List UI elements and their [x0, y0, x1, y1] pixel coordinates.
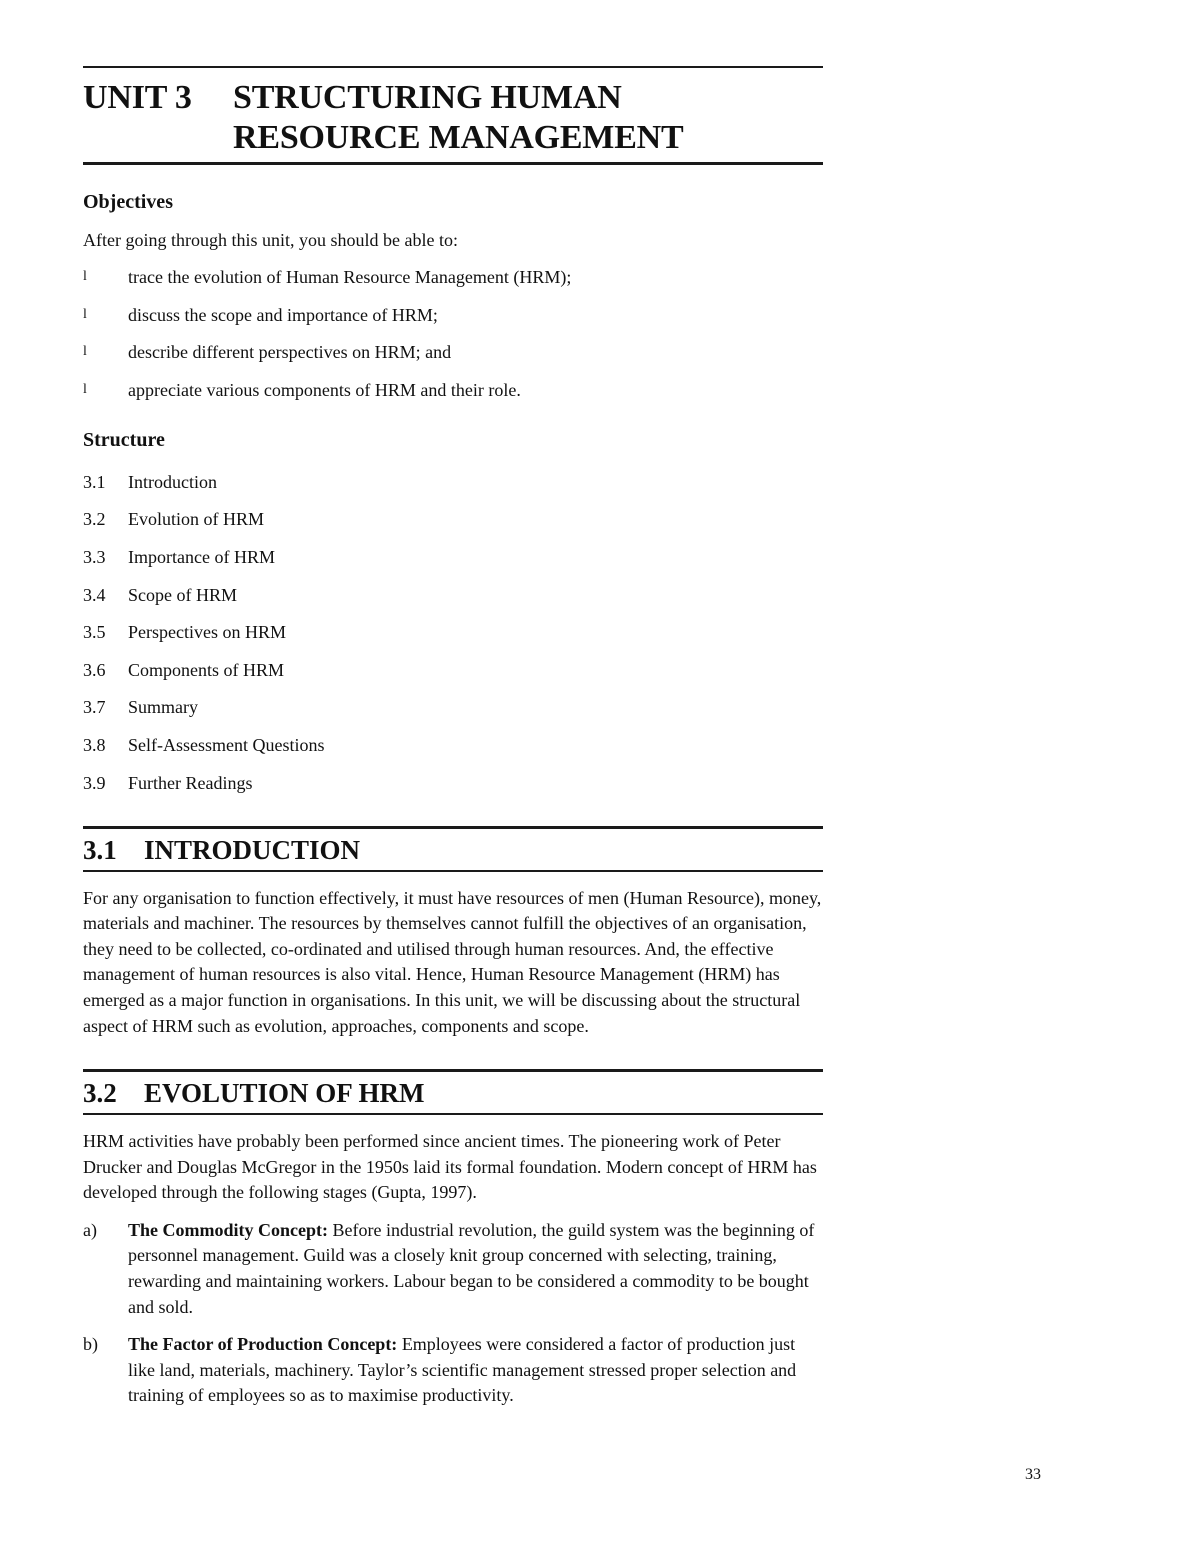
structure-item-number: 3.1 [83, 471, 106, 492]
unit-title-line-2: RESOURCE MANAGEMENT [233, 119, 684, 156]
objective-text: appreciate various components of HRM and their role. [128, 379, 521, 400]
item-text: Employees were considered a factor of production just like land, materials, machinery. Taylor’s scientific management stressed proper selection and training of employees so as to maximise productivity. [128, 1334, 797, 1406]
objective-text: discuss the scope and importance of HRM; [128, 304, 438, 325]
unit-number: UNIT 3 [83, 79, 192, 116]
structure-item [83, 469, 823, 495]
unit-bottom-rule [83, 162, 823, 165]
objectives-heading: Objectives [83, 191, 173, 213]
structure-item-label: Perspectives on HRM [128, 622, 286, 643]
structure-item [83, 506, 823, 532]
section-number: 3.2 [83, 1078, 117, 1109]
structure-item-number: 3.6 [83, 659, 106, 680]
item-term: The Commodity Concept: [128, 1219, 328, 1240]
structure-item-label: Scope of HRM [128, 584, 237, 605]
structure-item-number: 3.9 [83, 772, 106, 793]
objective-item [83, 377, 823, 403]
section-heading [83, 1072, 823, 1113]
objective-text: describe different perspectives on HRM; and [128, 342, 452, 363]
structure-heading: Structure [83, 428, 165, 451]
item-text: Before industrial revolution, the guild system was the beginning of personnel management. Guild was a closely knit group concerned with selecting, training, rewarding and maintaining workers. Labour began to be considered a commodity to be bought and sold. [128, 1219, 815, 1317]
section-bottom-rule [83, 1113, 823, 1115]
structure-item [83, 544, 823, 570]
section-evolution [83, 1069, 823, 1409]
objective-text: trace the evolution of Human Resource Management (HRM); [128, 267, 572, 287]
section-bottom-rule [83, 870, 823, 872]
objective-item [83, 302, 823, 328]
structure-item-label: Evolution of HRM [128, 509, 265, 530]
item-letter: b) [83, 1334, 98, 1355]
item-body [128, 1218, 823, 1320]
lettered-item [83, 1218, 823, 1320]
introduction-paragraph: For any organisation to function effectively, it must have resources of men (Human Resource), money, materials and machiner. The resources by themselves cannot fulfill the objectives of an organisation, they need to be collected, co-ordinated and utilised through human resources. And, the effective management of human resources is also vital. Hence, Human Resource Management (HRM) has emerged as a major function in organisations. In this unit, we will be discussing about the structural aspect of HRM such as evolution, approaches, components and scope. [83, 887, 822, 1036]
structure-item-number: 3.4 [83, 584, 106, 605]
structure-item [83, 770, 823, 796]
section-introduction [83, 826, 823, 1040]
structure-item [83, 619, 823, 645]
bullet-glyph: l [83, 381, 87, 397]
objectives-list [83, 264, 823, 403]
evolution-paragraph: HRM activities have probably been performed since ancient times. The pioneering work of Peter Drucker and Douglas McGregor in the 1950s laid its formal foundation. Modern concept of HRM has developed through the following stages (Gupta, 1997). [83, 1131, 817, 1203]
unit-title-line-1: STRUCTURING HUMAN [233, 79, 622, 116]
bullet-glyph: l [83, 344, 87, 360]
bullet-glyph: l [83, 269, 87, 284]
objective-item [83, 339, 823, 365]
section-title: EVOLUTION OF HRM [144, 1078, 425, 1109]
objective-item [83, 264, 823, 290]
item-letter: a) [83, 1219, 97, 1240]
structure-item-number: 3.8 [83, 734, 106, 755]
unit-title [83, 68, 823, 162]
section-title: INTRODUCTION [144, 834, 361, 865]
structure-item-label: Self-Assessment Questions [128, 734, 325, 755]
section-heading [83, 829, 823, 870]
unit-title-text [233, 78, 684, 158]
structure-item-label: Summary [128, 697, 198, 718]
structure-item-label: Further Readings [128, 772, 253, 793]
structure-item [83, 582, 823, 608]
structure-item-label: Importance of HRM [128, 546, 275, 567]
item-term: The Factor of Production Concept: [128, 1334, 398, 1355]
structure-item [83, 732, 823, 758]
section-number: 3.1 [83, 834, 117, 865]
document-page [83, 66, 823, 1409]
objectives-intro: After going through this unit, you should be able to: [83, 230, 458, 250]
structure-item-label: Components of HRM [128, 659, 285, 680]
structure-item [83, 657, 823, 683]
page-number: 33 [1025, 1466, 1041, 1483]
structure-list [83, 469, 823, 796]
structure-item-number: 3.5 [83, 622, 106, 643]
item-body [128, 1332, 823, 1409]
structure-item-number: 3.7 [83, 697, 106, 718]
lettered-item [83, 1332, 823, 1409]
structure-item-label: Introduction [128, 471, 217, 492]
structure-item-number: 3.3 [83, 546, 106, 567]
structure-item [83, 694, 823, 720]
bullet-glyph: l [83, 306, 87, 322]
structure-item-number: 3.2 [83, 509, 106, 530]
